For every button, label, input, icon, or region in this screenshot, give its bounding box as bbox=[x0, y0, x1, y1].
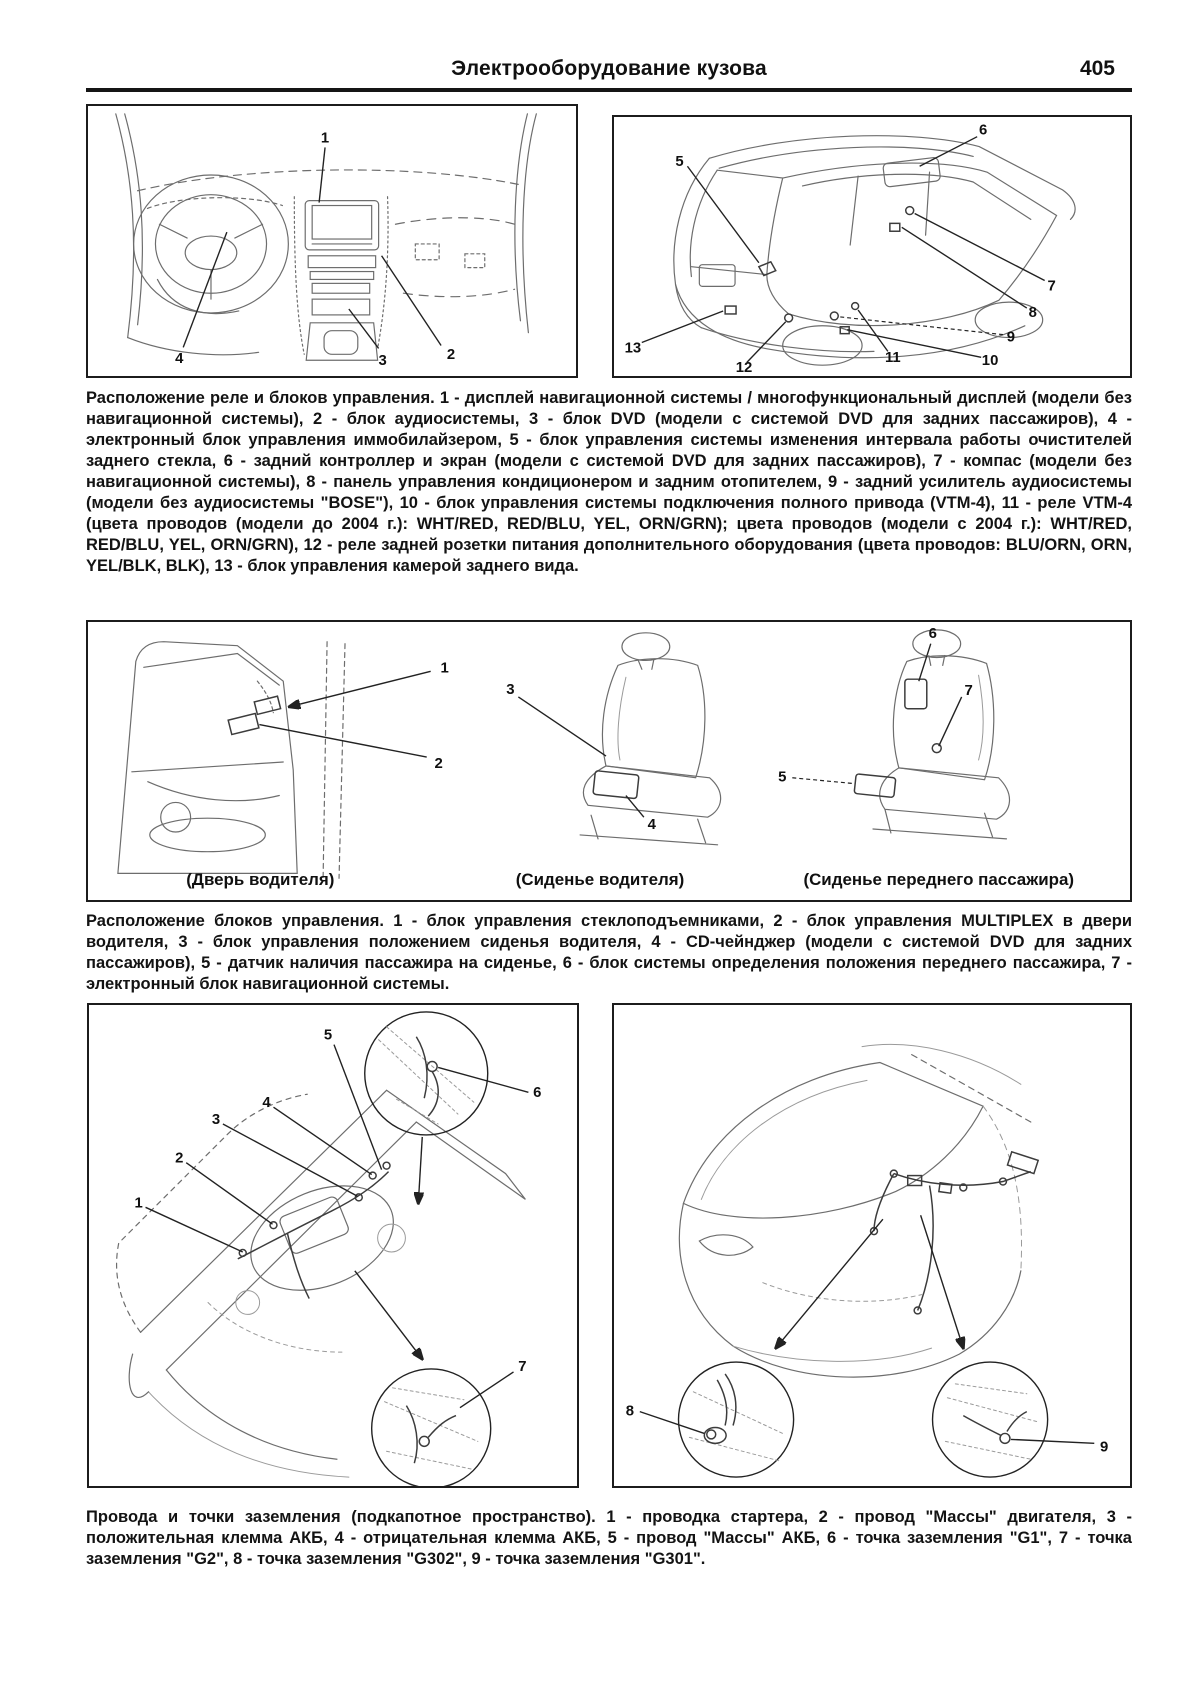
front-harness-callouts bbox=[626, 1404, 1109, 1456]
front-harness-wiring bbox=[871, 1152, 1039, 1314]
callout-number: 1 bbox=[134, 1195, 143, 1212]
rear-view-components bbox=[725, 207, 914, 334]
engine-bay-diagram bbox=[89, 1005, 577, 1486]
driver-seat-components bbox=[593, 771, 639, 799]
driver-seat-label: (Сиденье водителя) bbox=[515, 870, 685, 890]
callout-number: 3 bbox=[378, 353, 387, 370]
callout-number: 5 bbox=[778, 769, 787, 786]
callout-number: 11 bbox=[884, 350, 901, 367]
front-car-sketch bbox=[679, 1044, 1030, 1377]
callout-number: 6 bbox=[978, 122, 988, 139]
callout-number: 8 bbox=[625, 1403, 635, 1420]
battery-terminal-inset bbox=[679, 1362, 794, 1477]
callout-number: 4 bbox=[647, 817, 656, 834]
callout-number: 7 bbox=[964, 683, 973, 699]
page-number: 405 bbox=[1079, 57, 1115, 80]
figure-front-harness-panel bbox=[612, 1003, 1132, 1488]
dashboard-sketch bbox=[116, 114, 537, 360]
driver-door-sketch bbox=[118, 642, 345, 879]
callout-number: 10 bbox=[981, 353, 999, 370]
ground-point-inset-right bbox=[933, 1362, 1048, 1477]
callout-number: 7 bbox=[1047, 278, 1056, 295]
driver-seat-sketch bbox=[580, 633, 721, 845]
figure-engine-bay-panel bbox=[87, 1003, 579, 1488]
callout-number: 2 bbox=[434, 755, 443, 772]
ground-point-inset-top bbox=[365, 1012, 488, 1135]
callout-number: 9 bbox=[1006, 329, 1016, 346]
seats-diagram bbox=[88, 622, 1130, 900]
rear-view-diagram bbox=[614, 117, 1130, 376]
callout-number: 12 bbox=[735, 360, 753, 376]
passenger-seat-sketch bbox=[873, 630, 1010, 839]
callout-number: 4 bbox=[175, 351, 184, 368]
driver-door-components bbox=[228, 696, 280, 734]
seats-callouts bbox=[434, 626, 972, 833]
header-rule bbox=[86, 88, 1132, 92]
callout-number: 13 bbox=[624, 340, 642, 357]
engine-bay-harness bbox=[238, 1162, 390, 1298]
figure-seats-panel bbox=[86, 620, 1132, 902]
figure-dashboard-panel bbox=[86, 104, 578, 378]
engine-bay-leader-lines bbox=[146, 1045, 529, 1408]
page-title: Электрооборудование кузова bbox=[451, 57, 767, 80]
callout-number: 3 bbox=[211, 1112, 221, 1129]
callout-number: 1 bbox=[320, 130, 330, 147]
callout-number: 6 bbox=[533, 1085, 542, 1102]
engine-bay-sketch bbox=[117, 1090, 526, 1477]
rear-view-callouts bbox=[625, 123, 1056, 376]
callout-number: 5 bbox=[323, 1027, 333, 1044]
figure-rear-view-panel bbox=[612, 115, 1132, 378]
callout-number: 7 bbox=[518, 1358, 527, 1375]
front-harness-diagram bbox=[614, 1005, 1130, 1486]
door-label: (Дверь водителя) bbox=[186, 870, 335, 890]
callout-number: 3 bbox=[506, 682, 515, 698]
caption-relays: Расположение реле и блоков управления. 1 - дисплей навигационной системы / многофункциональный дисплей (модели без навигационной системы), 2 - блок аудиосистемы, 3 - блок DVD (модели с системой DVD для задних пассажиров), 4 - электронный блок управления иммобилайзером, 5 - блок управления системы изменения интервала работы очистителей заднего стекла, 6 - задний контроллер и экран (модели с системой DVD для задних пассажиров), 7 - компас (модели без навигационной системы), 8 - панель управления кондиционером и задним отопителем, 9 - задний усилитель аудиосистемы (модели без аудиосистемы "BOSE"), 10 - блок управления системы подключения полного привода (VTM-4), 11 - реле VTM-4 (цвета проводов (модели до 2004 г.): WHT/RED, RED/BLU, YEL, ORN/GRN); цвета проводов (модели с 2004 г.): WHT/RED, RED/BLU, YEL, ORN/GRN), 12 - реле задней розетки питания дополнительного оборудования (цвета проводов: BLU/ORN, ORN, YEL/BLK, BLK), 13 - блок управления камерой заднего вида. bbox=[86, 389, 1132, 575]
caption-control-units: Расположение блоков управления. 1 - блок управления стеклоподъемниками, 2 - блок управления MULTIPLEX в двери водителя, 3 - блок управления положением сиденья водителя, 4 - CD-чейнджер (модели с системой DVD для задних пассажиров), 5 - датчик наличия пассажира на сиденье, 6 - блок системы определения положения переднего пассажира, 7 - электронный блок навигационной системы. bbox=[86, 912, 1132, 993]
dashboard-leader-lines bbox=[183, 147, 441, 348]
callout-number: 2 bbox=[446, 347, 456, 364]
callout-number: 6 bbox=[928, 625, 937, 642]
passenger-seat-components bbox=[854, 679, 941, 797]
seats-labels bbox=[186, 870, 1074, 889]
callout-number: 5 bbox=[675, 154, 684, 171]
dashboard-diagram bbox=[88, 106, 576, 376]
callout-number: 2 bbox=[175, 1150, 184, 1167]
callout-number: 8 bbox=[1028, 304, 1037, 321]
ground-point-inset-bottom bbox=[372, 1369, 491, 1486]
seats-leader-lines bbox=[259, 644, 961, 818]
callout-number: 1 bbox=[440, 660, 449, 677]
callout-number: 4 bbox=[262, 1095, 271, 1112]
callout-number: 9 bbox=[1100, 1439, 1109, 1456]
passenger-seat-label: (Сиденье переднего пассажира) bbox=[803, 870, 1074, 890]
caption-grounding: Провода и точки заземления (подкапотное пространство). 1 - проводка стартера, 2 - провод "Массы" двигателя, 3 - положительная клемма АКБ, 4 - отрицательная клемма АКБ, 5 - провод "Массы" АКБ, 6 - точка заземления "G1", 7 - точка заземления "G2", 8 - точка заземления "G302", 9 - точка заземления "G301". bbox=[86, 1508, 1132, 1568]
